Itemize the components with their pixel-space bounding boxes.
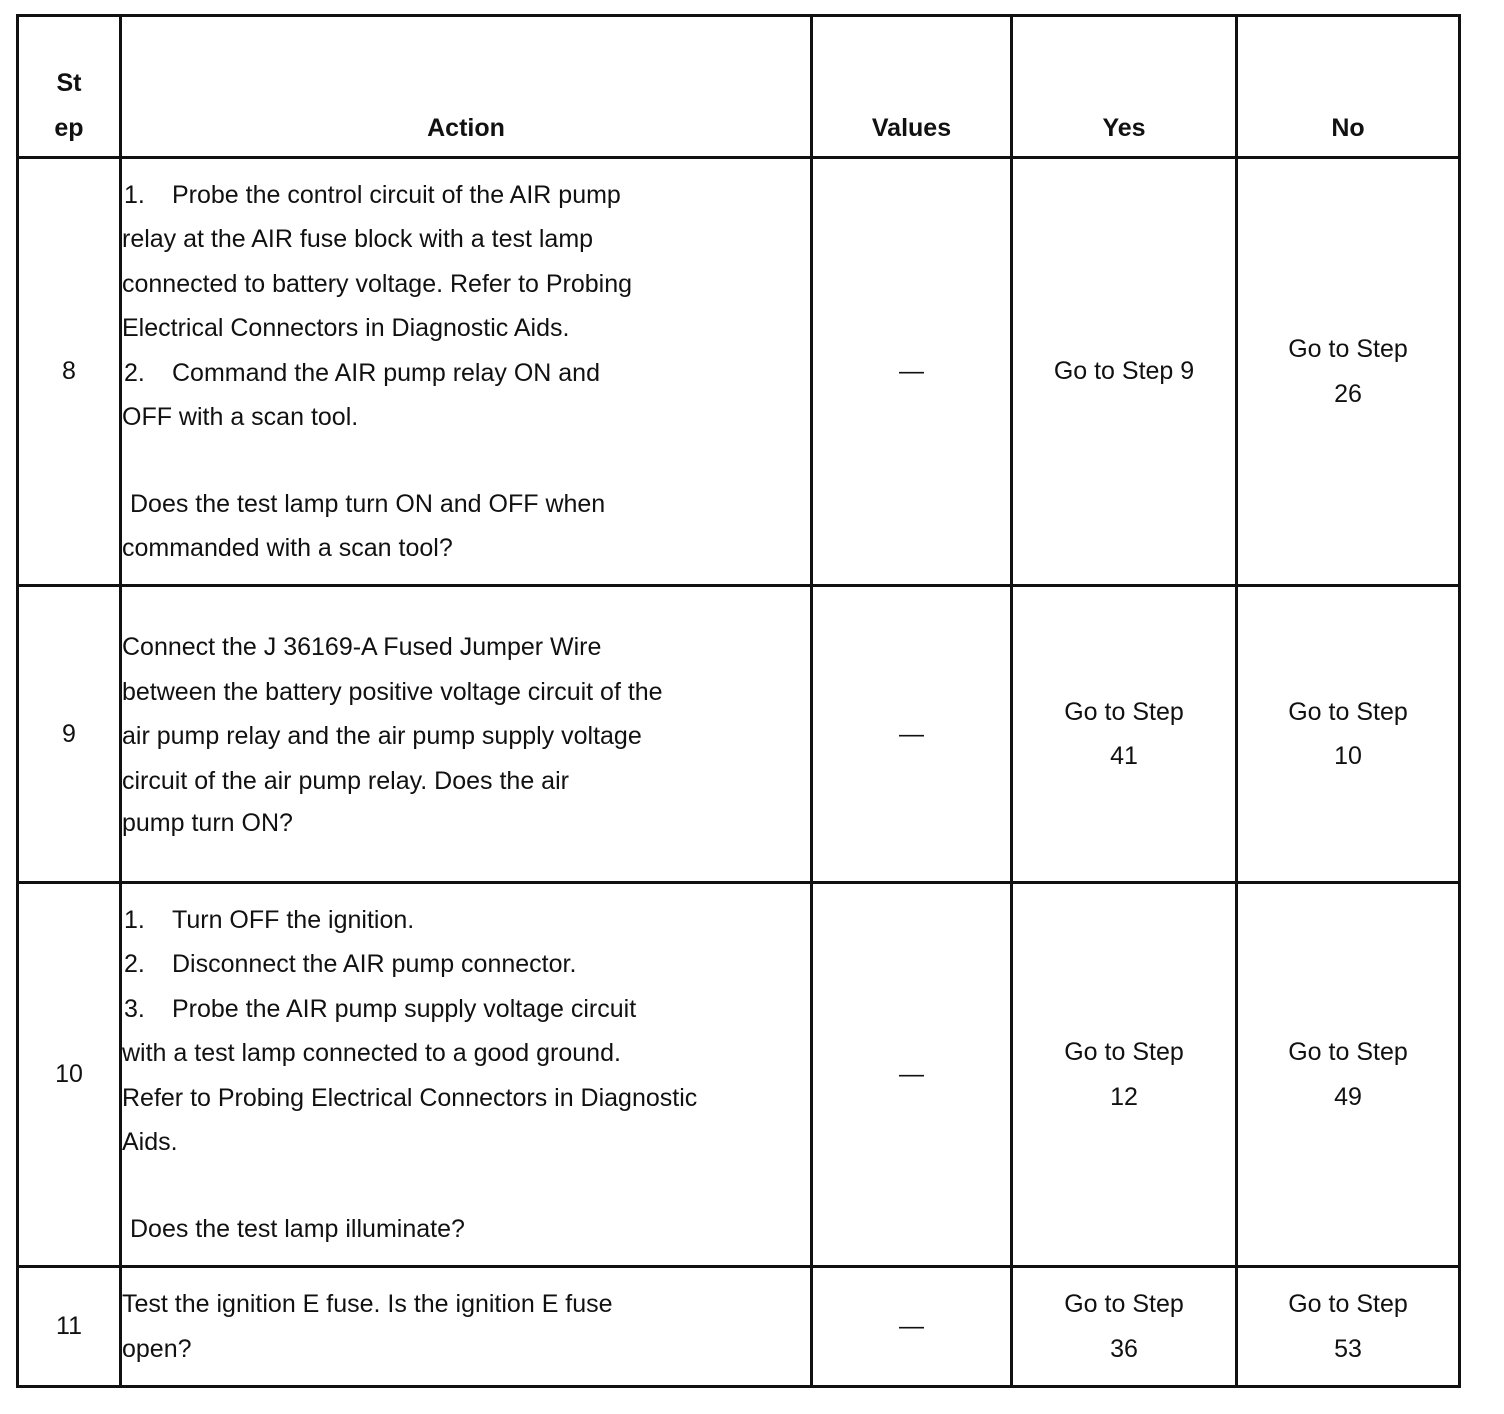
yes-goto-step: 41	[1110, 742, 1138, 770]
question-text: Does the test lamp illuminate?	[130, 1214, 465, 1243]
yes-goto-step: 12	[1110, 1082, 1138, 1111]
action-cell	[121, 1267, 812, 1387]
action-text: Command the AIR pump relay ON and	[172, 358, 600, 387]
table-row	[18, 1267, 1460, 1387]
values-cell: —	[812, 883, 1012, 1267]
action-line	[122, 351, 810, 396]
action-text: Probe the AIR pump supply voltage circuit	[172, 994, 637, 1023]
action-line	[122, 987, 810, 1032]
action-line	[122, 942, 810, 987]
no-cell	[1237, 586, 1460, 883]
yes-goto: Go to Step	[1064, 697, 1184, 726]
no-cell	[1237, 158, 1460, 586]
action-text: relay at the AIR fuse block with a test lamp	[122, 225, 594, 253]
values-cell: —	[812, 158, 1012, 586]
yes-goto: Go to Step 9	[1053, 357, 1195, 386]
question-text: commanded with a scan tool?	[122, 534, 453, 562]
yes-cell	[1012, 883, 1237, 1267]
action-text: Connect the J 36169-A Fused Jumper Wire	[122, 633, 602, 661]
header-values: Values	[812, 16, 1012, 158]
item-number: 2.	[124, 950, 145, 979]
item-number: 3.	[124, 994, 145, 1023]
item-number: 1.	[124, 905, 145, 934]
yes-goto: Go to Step	[1064, 1290, 1184, 1318]
action-text: open?	[122, 1334, 192, 1363]
no-cell	[1237, 883, 1460, 1267]
action-text: Disconnect the AIR pump connector.	[172, 950, 577, 979]
action-text: Probe the control circuit of the AIR pump	[172, 180, 621, 209]
step-number: 10	[18, 883, 121, 1267]
no-goto: Go to Step	[1288, 1290, 1408, 1318]
no-goto-step: 10	[1334, 742, 1362, 770]
yes-goto-step: 36	[1110, 1334, 1138, 1363]
action-question	[122, 482, 810, 571]
table-row	[18, 586, 1460, 883]
action-text: air pump relay and the air pump supply voltage	[122, 722, 642, 750]
header-no: No	[1237, 16, 1460, 158]
action-text: pump turn ON?	[122, 809, 293, 837]
action-text: connected to battery voltage. Refer to Probing	[122, 269, 633, 298]
diagnostic-table	[16, 14, 1461, 1388]
header-yes: Yes	[1012, 16, 1237, 158]
item-number: 1.	[124, 180, 145, 209]
values-cell: —	[812, 1267, 1012, 1387]
action-question	[122, 1207, 810, 1252]
yes-cell	[1012, 586, 1237, 883]
action-text: circuit of the air pump relay. Does the air	[122, 766, 569, 795]
question-text: Does the test lamp turn ON and OFF when	[130, 489, 606, 518]
action-text: Refer to Probing Electrical Connectors in Diagnostic	[122, 1083, 698, 1112]
table-row	[18, 158, 1460, 586]
action-text: Turn OFF the ignition.	[172, 905, 415, 934]
item-number: 2.	[124, 358, 145, 387]
action-line	[122, 173, 810, 218]
no-goto-step: 26	[1334, 379, 1362, 408]
action-cell	[121, 586, 812, 883]
values-cell: —	[812, 586, 1012, 883]
no-goto: Go to Step	[1288, 1038, 1408, 1066]
action-text: Test the ignition E fuse. Is the ignition E fuse	[122, 1290, 613, 1318]
action-text: Aids.	[122, 1128, 178, 1157]
header-action: Action	[121, 16, 812, 158]
action-line	[122, 898, 810, 943]
yes-cell	[1012, 1267, 1237, 1387]
header-step-line1: St	[56, 69, 82, 97]
yes-goto: Go to Step	[1064, 1038, 1184, 1066]
action-text: between the battery positive voltage circuit of the	[122, 677, 663, 706]
no-goto-step: 49	[1334, 1082, 1362, 1111]
action-cell	[121, 883, 812, 1267]
header-row	[18, 16, 1460, 158]
step-number: 8	[18, 158, 121, 586]
action-text: with a test lamp connected to a good ground.	[122, 1039, 621, 1068]
table-row	[18, 883, 1460, 1267]
action-cell	[121, 158, 812, 586]
no-goto-step: 53	[1334, 1334, 1362, 1363]
header-step	[18, 16, 121, 158]
no-cell	[1237, 1267, 1460, 1387]
step-number: 11	[18, 1267, 121, 1387]
step-number: 9	[18, 586, 121, 883]
no-goto: Go to Step	[1288, 335, 1408, 363]
yes-cell	[1012, 158, 1237, 586]
action-text: Electrical Connectors in Diagnostic Aids.	[122, 314, 570, 342]
action-text: OFF with a scan tool.	[122, 403, 359, 431]
no-goto: Go to Step	[1288, 697, 1408, 726]
header-step-line2: ep	[54, 113, 84, 142]
